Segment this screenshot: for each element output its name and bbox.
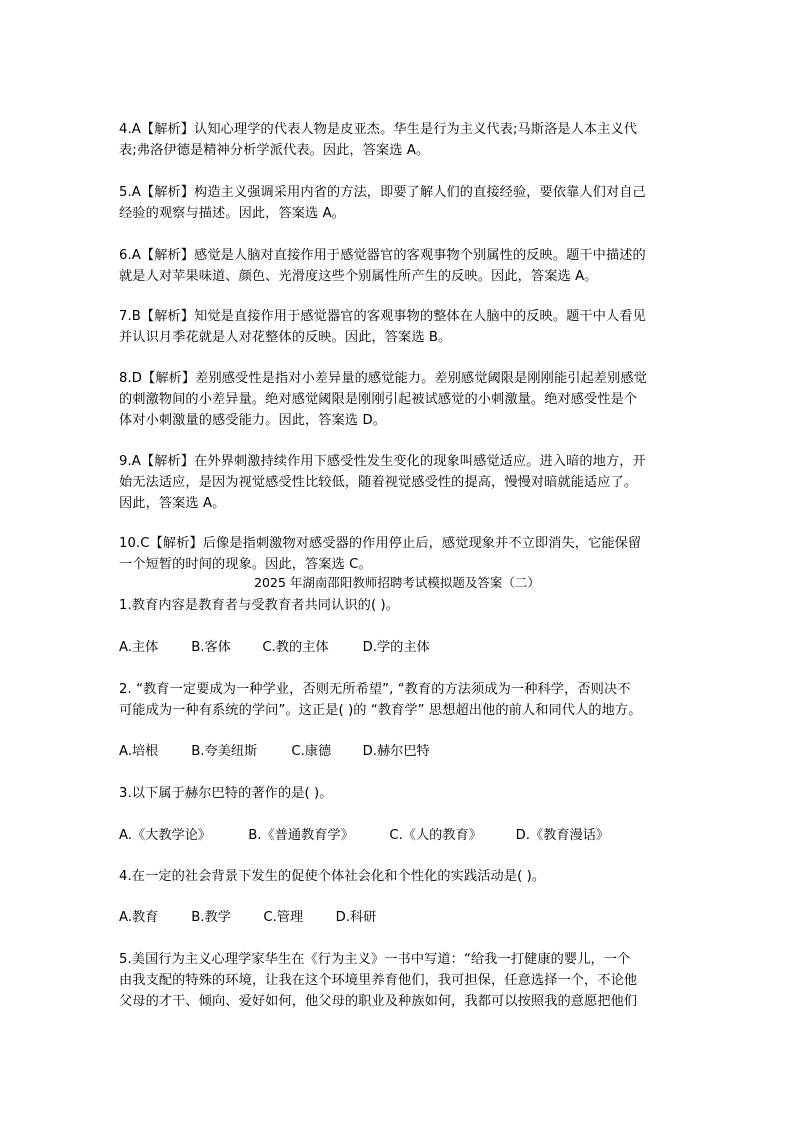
question-1-options	[119, 637, 430, 658]
question-4-options	[119, 907, 376, 928]
option-c: C.管理	[263, 910, 304, 925]
option-b: B.《普通教育学》	[248, 828, 354, 843]
answer-8: 8.D【解析】差别感受性是指对小差异量的感觉能力。差别感觉阈限是刚刚能引起差别感觉 的刺激物间的小差异量。绝对感觉阈限是刚刚引起被试感觉的小刺激量。绝对感受性是个 体对小刺激量的感受能力。因此，答案选 D。	[119, 371, 647, 428]
option-a: A.主体	[119, 640, 159, 655]
option-d: D.科研	[335, 910, 377, 925]
option-a: A.培根	[119, 744, 159, 759]
section-title: 2025 年湖南邵阳教师招聘考试模拟题及答案（二）	[254, 575, 540, 590]
question-3-options	[119, 825, 609, 846]
option-c: C.《人的教育》	[389, 828, 482, 843]
question-2-options	[119, 741, 430, 762]
option-b: B.教学	[191, 910, 231, 925]
option-c: C.康德	[291, 744, 332, 759]
question-5: 5.美国行为主义心理学家华生在《行为主义》一书中写道：“给我一打健康的婴儿，一个 由我支配的特殊的环境，让我在这个环境里养育他们，我可担保，任意选择一个，不论他 父母的才干、倾向、爱好如何，他父母的职业及种族如何，我都可以按照我的意愿把他们	[119, 952, 638, 1009]
option-d: D.《教育漫话》	[515, 828, 610, 843]
option-a: A.教育	[119, 910, 159, 925]
answer-7: 7.B【解析】知觉是直接作用于感觉器官的客观事物的整体在人脑中的反映。题干中人看见 并认识月季花就是人对花整体的反映。因此，答案选 B。	[119, 309, 646, 345]
question-4: 4.在一定的社会背景下发生的促使个体社会化和个性化的实践活动是( )。	[119, 869, 546, 884]
answer-9: 9.A【解析】在外界刺激持续作用下感受性发生变化的现象叫感觉适应。进入暗的地方，开 始无法适应，是因为视觉感受性比较低，随着视觉感受性的提高，慢慢对暗就能适应了。 因此，答案选 A。	[119, 454, 646, 511]
option-d: D.赫尔巴特	[362, 744, 430, 759]
question-1: 1.教育内容是教育者与受教育者共同认识的( )。	[119, 598, 400, 613]
answer-4: 4.A【解析】认知心理学的代表人物是皮亚杰。华生是行为主义代表;马斯洛是人本主义代 表;弗洛伊德是精神分析学派代表。因此，答案选 A。	[119, 122, 638, 158]
answer-5: 5.A【解析】构造主义强调采用内省的方法，即要了解人们的直接经验，要依靠人们对自己 经验的观察与描述。因此，答案选 A。	[119, 185, 646, 221]
question-3: 3.以下属于赫尔巴特的著作的是( )。	[119, 786, 333, 801]
option-b: B.客体	[191, 640, 231, 655]
question-2: 2. “教育一定要成为一种学业，否则无所希望”, “教育的方法须成为一种科学，否则决不 可能成为一种有系统的学问”。这正是( )的 “教育学” 思想超出他的前人和同代人的地方。	[119, 682, 642, 718]
option-a: A.《大教学论》	[119, 828, 212, 843]
option-b: B.夸美纽斯	[191, 744, 258, 759]
answer-6: 6.A【解析】感觉是人脑对直接作用于感觉器官的客观事物个别属性的反映。题干中描述的 就是人对苹果味道、颜色、光滑度这些个别属性所产生的反映。因此，答案选 A。	[119, 248, 646, 284]
option-c: C.教的主体	[262, 640, 329, 655]
option-d: D.学的主体	[362, 640, 430, 655]
answer-10: 10.C【解析】后像是指刺激物对感受器的作用停止后，感觉现象并不立即消失，它能保留 一个短暂的时间的现象。因此，答案选 C。	[119, 536, 642, 572]
